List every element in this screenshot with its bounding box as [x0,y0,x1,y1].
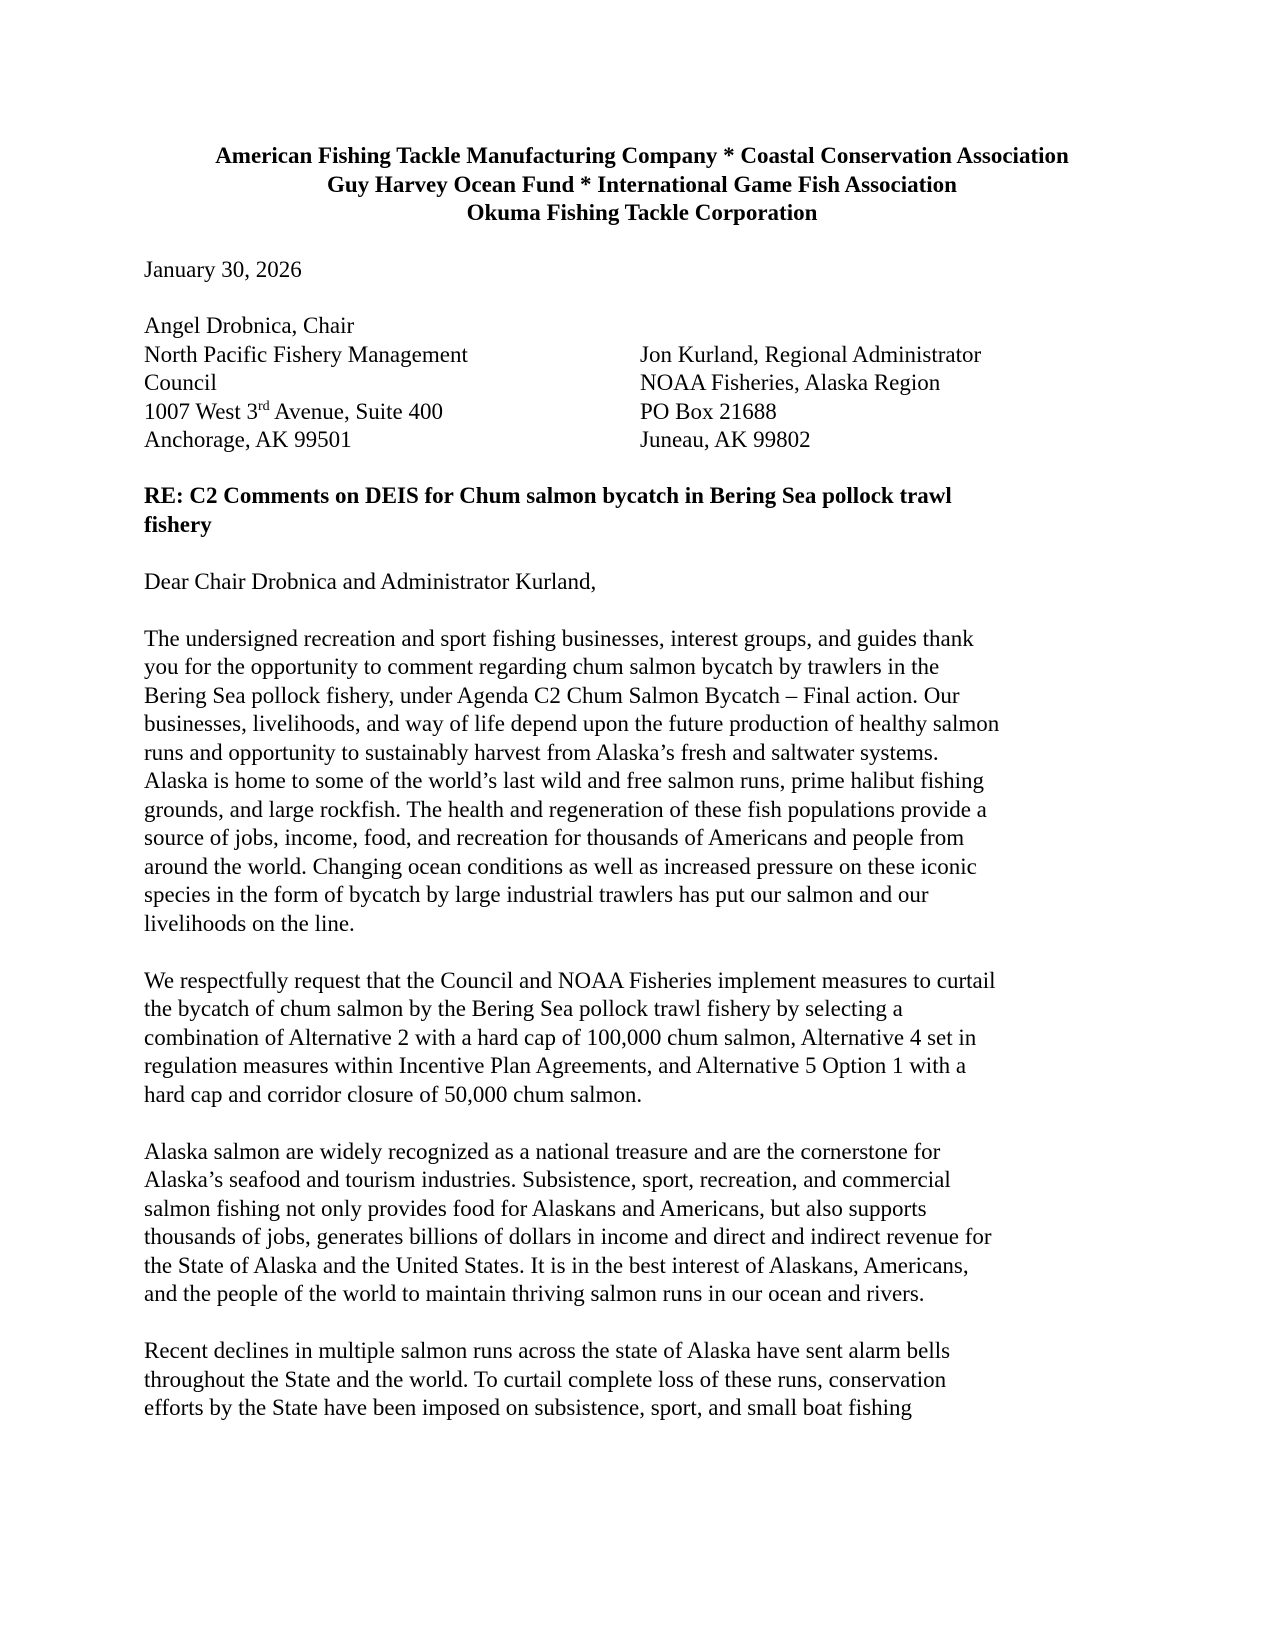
paragraph-line: Alaska salmon are widely recognized as a national treasure and are the cornerstone for [144,1138,941,1164]
paragraph-line: livelihoods on the line. [144,910,355,936]
paragraph-line: around the world. Changing ocean conditions as well as increased pressure on these iconic [144,853,977,879]
paragraph-line: We respectfully request that the Council and NOAA Fisheries implement measures to curtail [144,967,996,993]
paragraph-line: runs and opportunity to sustainably harvest from Alaska’s fresh and saltwater systems. [144,739,939,765]
recipient-addresses [144,312,1124,454]
paragraph-line: the State of Alaska and the United States. It is in the best interest of Alaskans, Americans, [144,1252,969,1278]
recipient-address-noaa [640,341,981,455]
letter-page [144,142,1124,1423]
paragraph-line: Alaska’s seafood and tourism industries. Subsistence, sport, recreation, and commercial [144,1167,951,1192]
recipient-name: Jon Kurland, Regional Administrator [640,341,982,367]
subject-line-text: fishery [144,511,212,537]
letterhead [144,142,1124,228]
recipient-street: PO Box 21688 [640,398,777,424]
body-paragraph [144,1138,1124,1309]
paragraph-line: and the people of the world to maintain thriving salmon runs in our ocean and rivers. [144,1281,925,1306]
paragraph-line: salmon fishing not only provides food for Alaskans and Americans, but also supports [144,1195,927,1221]
paragraph-line: the bycatch of chum salmon by the Bering Sea pollock trawl fishery by selecting a [144,996,903,1021]
paragraph-line: businesses, livelihoods, and way of life depend upon the future production of healthy salmon [144,711,1000,736]
letterhead-line: Guy Harvey Ocean Fund * International Game Fish Association [327,171,957,197]
paragraph-line: species in the form of bycatch by large industrial trawlers has put our salmon and our [144,882,929,907]
body-paragraph [144,1337,1124,1423]
paragraph-line: Recent declines in multiple salmon runs across the state of Alaska have sent alarm bells [144,1338,951,1363]
recipient-city: Anchorage, AK 99501 [144,427,352,452]
paragraph-line: throughout the State and the world. To curtail complete loss of these runs, conservation [144,1366,947,1392]
paragraph-line: you for the opportunity to comment regarding chum salmon bycatch by trawlers in the [144,654,940,679]
paragraph-line: The undersigned recreation and sport fishing businesses, interest groups, and guides thank [144,625,974,651]
paragraph-line: thousands of jobs, generates billions of dollars in income and direct and indirect revenue for [144,1224,992,1249]
paragraph-line: efforts by the State have been imposed on subsistence, sport, and small boat fishing [144,1395,913,1420]
letter-body [144,625,1124,1423]
recipient-org: NOAA Fisheries, Alaska Region [640,370,941,395]
paragraph-line: hard cap and corridor closure of 50,000 chum salmon. [144,1081,643,1107]
recipient-org: Council [144,370,217,395]
body-paragraph [144,967,1124,1110]
paragraph-line: Alaska is home to some of the world’s last wild and free salmon runs, prime halibut fishing [144,768,984,793]
paragraph-line: grounds, and large rockfish. The health and regeneration of these fish populations provide a [144,796,987,822]
paragraph-line: Bering Sea pollock fishery, under Agenda C2 Chum Salmon Bycatch – Final action. Our [144,682,960,708]
salutation: Dear Chair Drobnica and Administrator Kurland, [144,568,597,594]
letterhead-line: American Fishing Tackle Manufacturing Company * Coastal Conservation Association [215,143,1069,168]
paragraph-line: combination of Alternative 2 with a hard cap of 100,000 chum salmon, Alternative 4 set in [144,1024,977,1050]
recipient-name: Angel Drobnica, Chair [144,313,355,338]
street-part: 1007 West 3 [144,398,259,424]
paragraph-line: source of jobs, income, food, and recreation for thousands of Americans and people from [144,825,965,850]
street-part: Avenue, Suite 400 [269,398,444,424]
paragraph-line: regulation measures within Incentive Plan Agreements, and Alternative 5 Option 1 with a [144,1053,967,1078]
recipient-address-council [144,312,468,455]
recipient-street [144,398,468,427]
recipient-city: Juneau, AK 99802 [640,427,811,452]
body-paragraph [144,625,1124,939]
letterhead-line: Okuma Fishing Tackle Corporation [466,200,818,225]
street-ordinal: rd [258,398,270,414]
letter-date: January 30, 2026 [144,256,302,282]
recipient-org: North Pacific Fishery Management [144,341,468,367]
subject-line-text: RE: C2 Comments on DEIS for Chum salmon bycatch in Bering Sea pollock trawl [144,483,952,508]
subject-line [144,482,1124,539]
